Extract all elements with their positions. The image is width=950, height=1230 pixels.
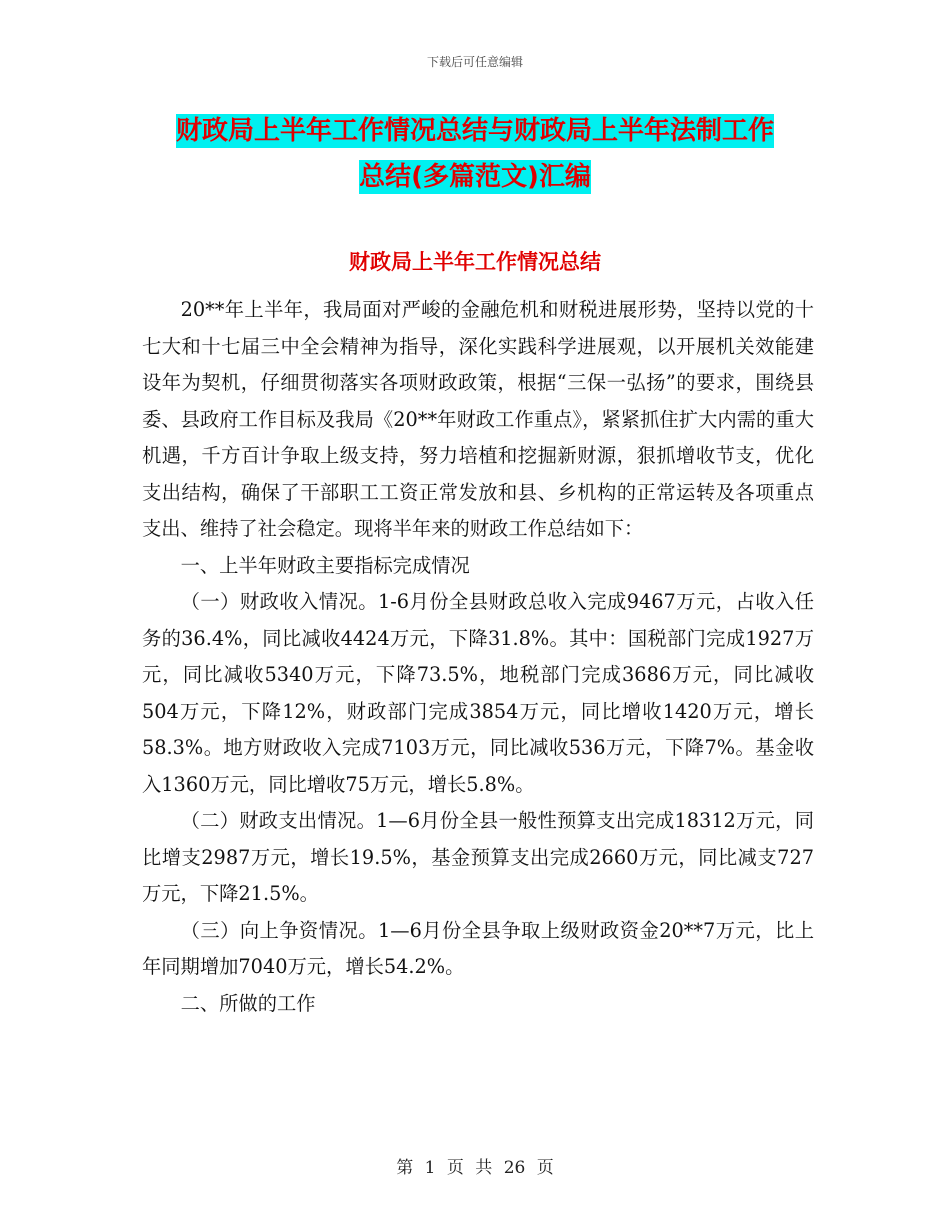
heading-part-two: 二、所做的工作 (180, 991, 316, 1015)
paragraph-intro: 20**年上半年，我局面对严峻的金融危机和财税进展形势，坚持以党的十七大和十七届三中全会精神为指导，深化实践科学进展观，以开展机关效能建设年为契机，仔细贯彻落实各项财政政策，根据“三保一弘扬”的要求，围绕县委、县政府工作目标及我局《20**年财政工作重点》，紧紧抓住扩大内需的重大机遇，千方百计争取上级支持，努力培植和挖掘新财源，狠抓增收节支，优化支出结构，确保了干部职工工资正常发放和县、乡机构的正常运转及各项重点支出、维持了社会稳定。现将半年来的财政工作总结如下： (142, 298, 814, 540)
body-text (142, 292, 814, 1022)
document-title-line-1: 财政局上半年工作情况总结与财政局上半年法制工作 (175, 116, 774, 146)
section-title: 财政局上半年工作情况总结 (349, 250, 601, 274)
paragraph-expenditure: （二）财政支出情况。1—6月份全县一般性预算支出完成18312万元，同比增支2987万元，增长19.5%，基金预算支出完成2660万元，同比减支727万元，下降21.5%。 (142, 809, 814, 905)
heading-part-one: 一、上半年财政主要指标完成情况 (180, 553, 470, 577)
paragraph-funding: （三）向上争资情况。1—6月份全县争取上级财政资金20**7万元，比上年同期增加7040万元，增长54.2%。 (142, 918, 814, 978)
document-title (140, 108, 810, 200)
page-footer: 第 1 页 共 26 页 (396, 1158, 554, 1178)
document-title-line-2: 总结(多篇范文)汇编 (359, 162, 591, 192)
header-note: 下载后可任意编辑 (426, 55, 523, 69)
paragraph-revenue: （一）财政收入情况。1-6月份全县财政总收入完成9467万元，占收入任务的36.4%，同比减收4424万元，下降31.8%。其中：国税部门完成1927万元，同比减收5340万元，下降73.5%，地税部门完成3686万元，同比减收504万元，下降12%，财政部门完成3854万元，同比增收1420万元，增长58.3%。地方财政收入完成7103万元，同比减收536万元，下降7%。基金收入1360万元，同比增收75万元，增长5.8%。 (142, 590, 814, 796)
